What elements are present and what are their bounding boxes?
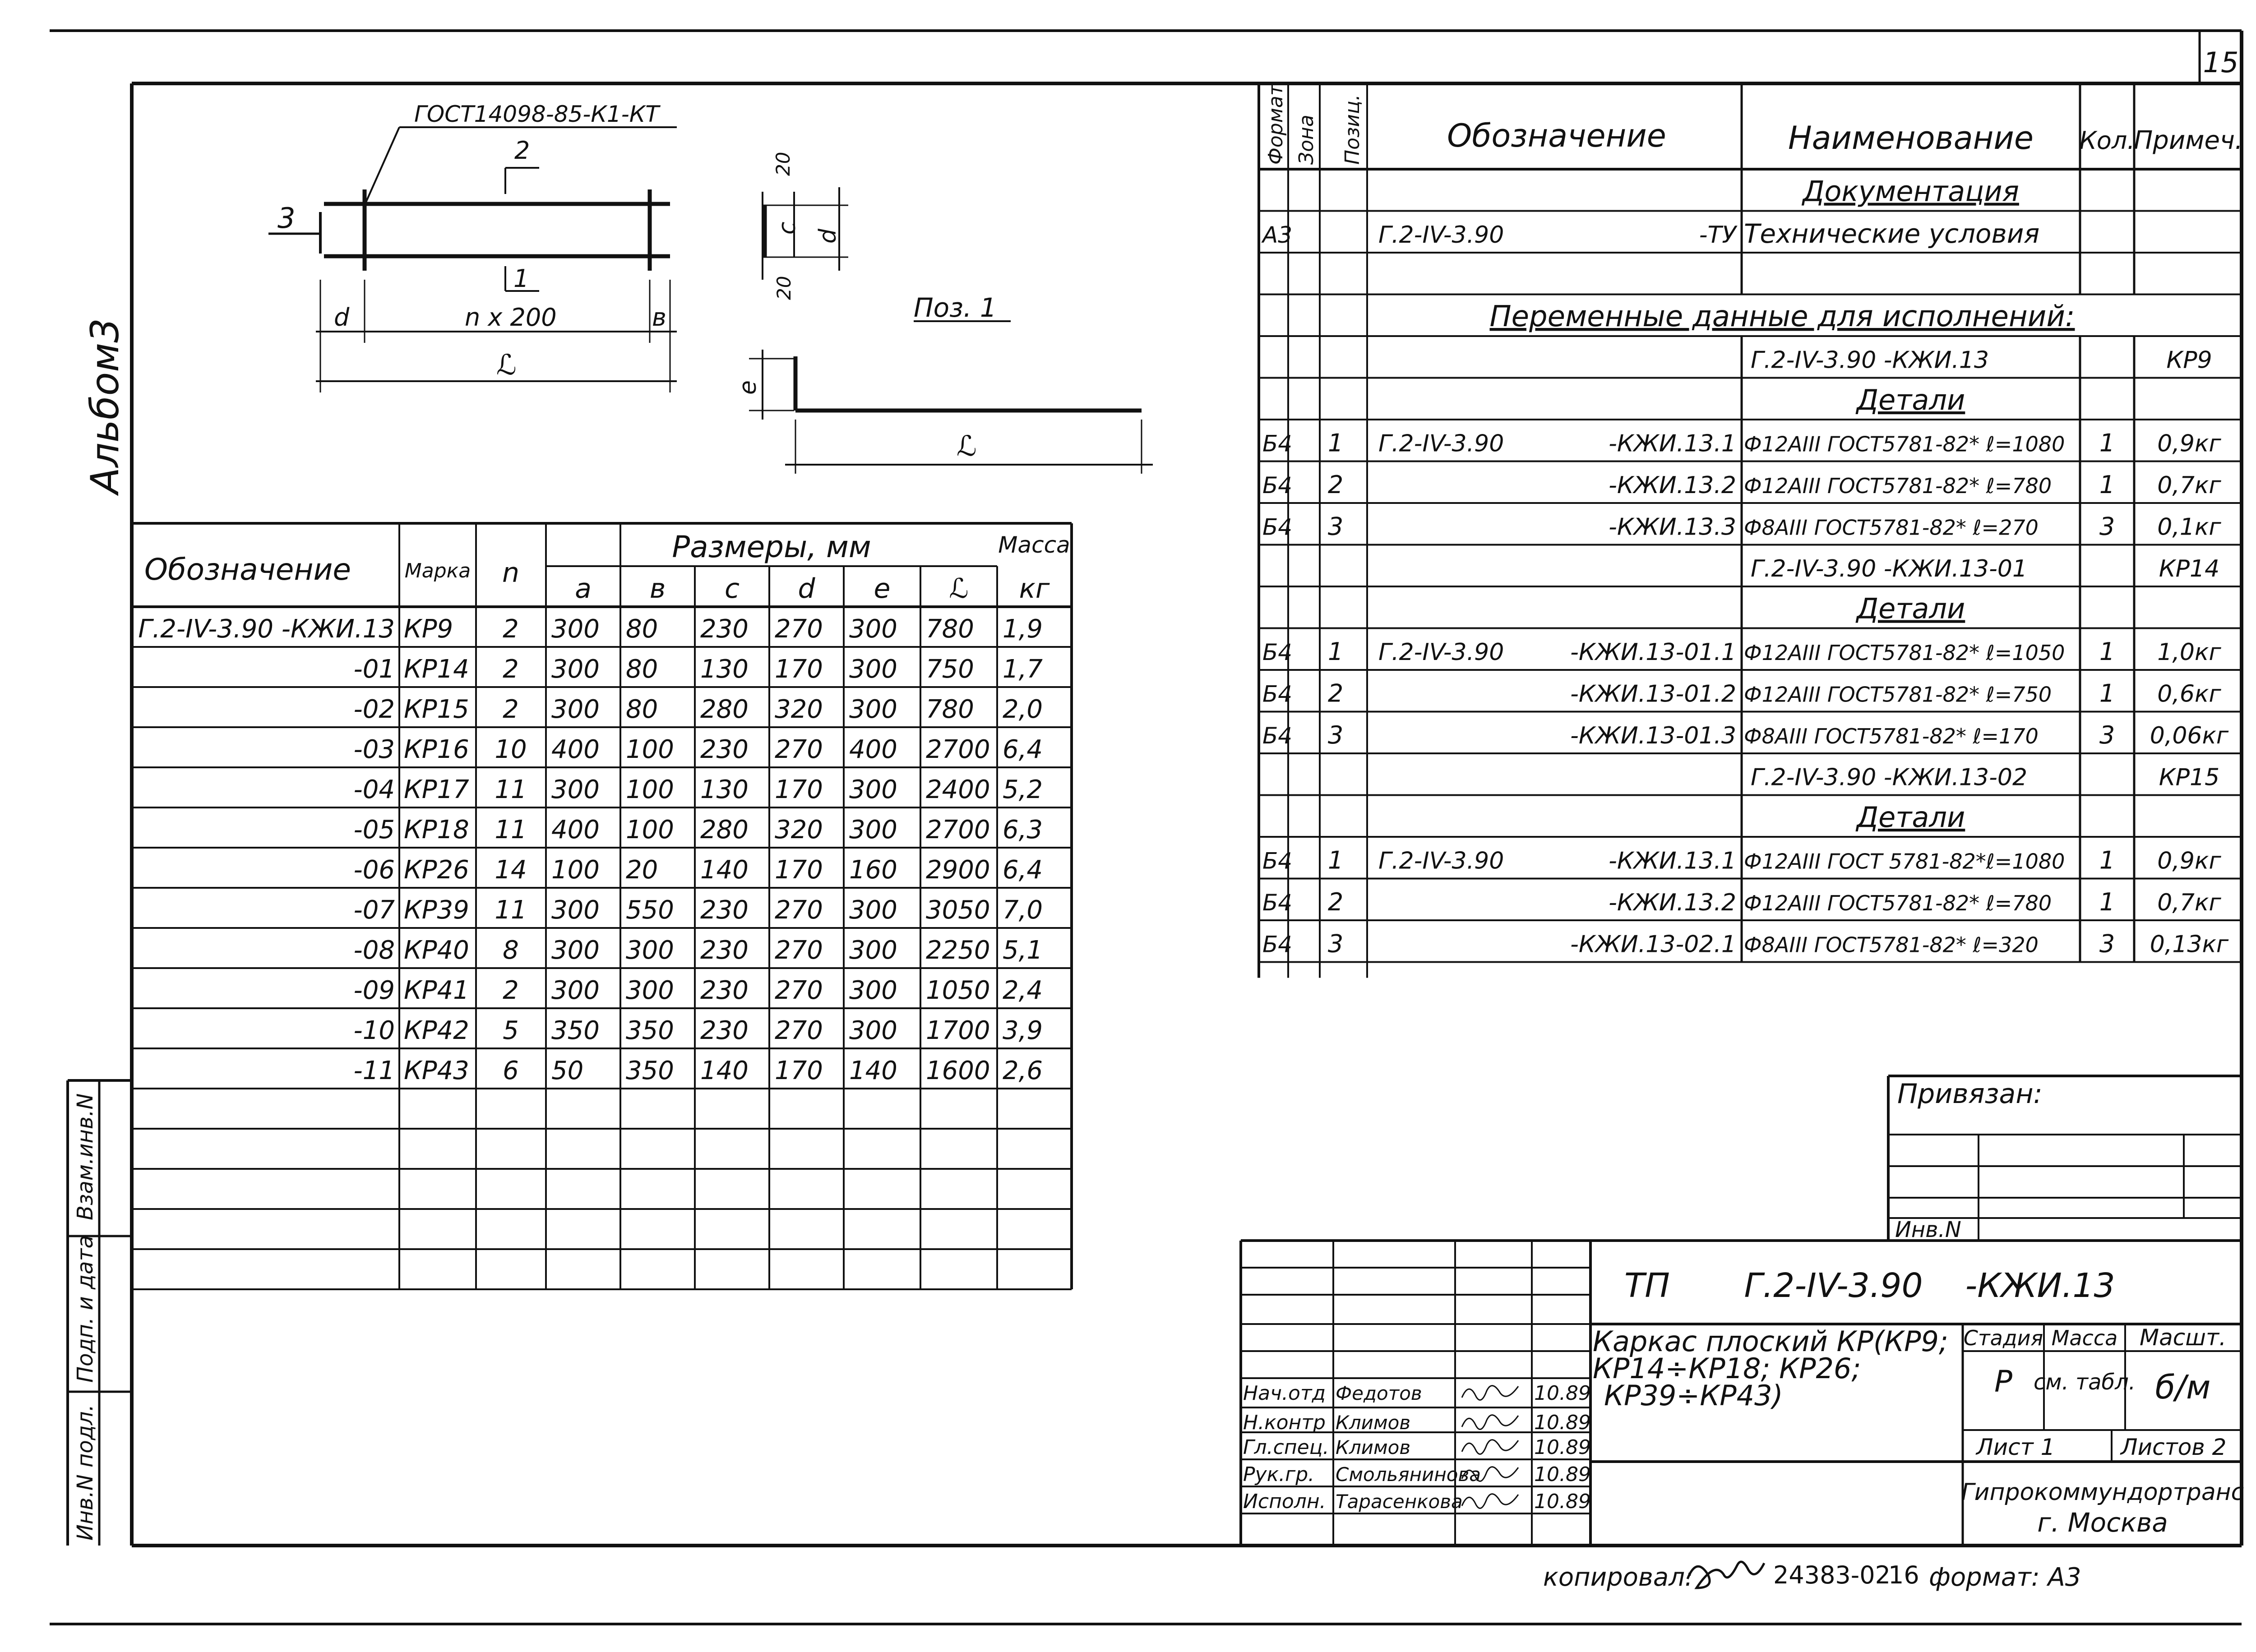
spec-note: 0,13кг bbox=[2150, 931, 2229, 958]
spec-oboz-suffix: -КЖИ.13-01.3 bbox=[1570, 722, 1736, 749]
signer-name: Смольянинова bbox=[1336, 1463, 1481, 1486]
row-d: 270 bbox=[775, 895, 823, 925]
row-c: 140 bbox=[700, 1056, 749, 1085]
row-n: 2 bbox=[503, 976, 519, 1005]
row-kg: 6,4 bbox=[1003, 855, 1043, 885]
format-label: формат: А3 bbox=[1929, 1563, 2081, 1592]
spec-poz: 1 bbox=[1327, 846, 1344, 875]
spec-variable-title: Переменные данные для исполнений: bbox=[1489, 300, 2075, 333]
privyazan-block bbox=[1888, 1076, 2242, 1242]
row-marka: КР17 bbox=[404, 775, 469, 804]
spec-note: КР14 bbox=[2159, 555, 2220, 582]
section-d: d bbox=[814, 228, 841, 244]
row-b: 100 bbox=[626, 815, 674, 844]
row-d: 270 bbox=[775, 735, 823, 764]
row-oboznachenie: -09 bbox=[353, 976, 395, 1005]
row-e: 300 bbox=[849, 775, 897, 804]
stamp-vzam: Взам.инв.N bbox=[73, 1093, 98, 1220]
spec-oboz-base: Г.2-IV-3.90 bbox=[1378, 847, 1504, 875]
side-stamp bbox=[68, 1080, 132, 1546]
row-e: 160 bbox=[849, 855, 897, 885]
row-a: 400 bbox=[551, 815, 600, 844]
spec-name: Ф12АIII ГОСТ5781-82* ℓ=780 bbox=[1744, 891, 2052, 915]
spec-note: 0,7кг bbox=[2157, 472, 2221, 499]
poz1-sketch bbox=[735, 292, 1153, 474]
row-d: 270 bbox=[775, 1016, 823, 1045]
spec-oboz-suffix: -КЖИ.13.3 bbox=[1609, 513, 1736, 541]
row-a: 100 bbox=[551, 855, 600, 885]
row-d: 320 bbox=[775, 815, 823, 844]
row-c: 280 bbox=[700, 815, 749, 844]
spec-header-zona: Зона bbox=[1295, 115, 1318, 165]
row-n: 11 bbox=[495, 815, 527, 844]
spec-oboz-suffix: -КЖИ.13-01.2 bbox=[1570, 680, 1736, 708]
header-sub-6: кг bbox=[1019, 573, 1050, 605]
row-b: 80 bbox=[626, 614, 658, 644]
dimensions-table bbox=[132, 523, 1072, 1289]
gost-label: ГОСТ14098-85-К1-КТ bbox=[414, 101, 659, 127]
row-kg: 7,0 bbox=[1003, 895, 1043, 925]
header-sub-4: e bbox=[874, 573, 891, 605]
doc-desc-line1: Каркас плоский КР(КР9; bbox=[1593, 1325, 1948, 1358]
row-c: 230 bbox=[700, 976, 749, 1005]
spec-oboz-suffix: -КЖИ.13.1 bbox=[1609, 430, 1736, 457]
row-a: 350 bbox=[551, 1016, 600, 1045]
signer-role: Исполн. bbox=[1243, 1490, 1326, 1513]
spec-poz: 2 bbox=[1327, 679, 1344, 708]
row-d: 170 bbox=[775, 655, 823, 684]
row-c: 140 bbox=[700, 855, 749, 885]
section-c: c bbox=[774, 221, 801, 235]
scale-value: б/м bbox=[2155, 1368, 2211, 1406]
sketch-label-1: 1 bbox=[513, 264, 529, 293]
row-marka: КР42 bbox=[404, 1016, 469, 1045]
row-L: 2400 bbox=[926, 775, 990, 804]
poz-e: e bbox=[735, 380, 762, 395]
row-d: 270 bbox=[775, 936, 823, 965]
spec-name: Ф12АIII ГОСТ 5781-82*ℓ=1080 bbox=[1744, 849, 2065, 874]
signature bbox=[1462, 1415, 1518, 1430]
header-sizes: Размеры, мм bbox=[672, 530, 871, 564]
spec-qty: 3 bbox=[2099, 512, 2115, 541]
row-marka: КР41 bbox=[404, 976, 469, 1005]
row-d: 320 bbox=[775, 695, 823, 724]
spec-name: Ф12АIII ГОСТ5781-82* ℓ=750 bbox=[1744, 682, 2052, 707]
poz-label: Поз. 1 bbox=[914, 292, 997, 323]
signer-name: Климов bbox=[1336, 1412, 1411, 1434]
spec-qty: 1 bbox=[2099, 429, 2115, 457]
row-a: 300 bbox=[551, 614, 600, 644]
stage-value: Р bbox=[1994, 1364, 2012, 1399]
row-e: 300 bbox=[849, 655, 897, 684]
spec-name: Ф8АIII ГОСТ5781-82* ℓ=270 bbox=[1744, 515, 2039, 540]
row-c: 230 bbox=[700, 895, 749, 925]
row-e: 300 bbox=[849, 614, 897, 644]
row-oboznachenie: -02 bbox=[353, 695, 395, 724]
org-line2: г. Москва bbox=[2037, 1507, 2168, 1538]
section-20a: 20 bbox=[772, 152, 794, 176]
spec-header-note: Примеч. bbox=[2134, 126, 2243, 155]
row-L: 1050 bbox=[926, 976, 990, 1005]
signature bbox=[1462, 1494, 1518, 1509]
row-n: 11 bbox=[495, 895, 527, 925]
spec-variant: Г.2-IV-3.90 -КЖИ.13 bbox=[1751, 346, 1989, 374]
spec-section-title: Детали bbox=[1856, 801, 1965, 834]
spec-name: Ф8АIII ГОСТ5781-82* ℓ=320 bbox=[1744, 932, 2039, 957]
title-block bbox=[1241, 1241, 2244, 1546]
row-c: 230 bbox=[700, 1016, 749, 1045]
row-e: 300 bbox=[849, 695, 897, 724]
row-n: 11 bbox=[495, 775, 527, 804]
dim-n200: n x 200 bbox=[465, 303, 557, 332]
row-kg: 5,1 bbox=[1003, 936, 1043, 965]
spec-format: Б4 bbox=[1262, 848, 1293, 874]
row-a: 300 bbox=[551, 655, 600, 684]
row-d: 170 bbox=[775, 855, 823, 885]
spec-format: Б4 bbox=[1262, 890, 1293, 916]
mass-value: см. табл. bbox=[2033, 1370, 2136, 1395]
spec-section-title: Документация bbox=[1803, 175, 2019, 208]
row-n: 10 bbox=[495, 735, 527, 764]
row-b: 20 bbox=[626, 855, 658, 885]
header-mass: Масса bbox=[998, 532, 1070, 558]
spec-name: Ф12АIII ГОСТ5781-82* ℓ=1080 bbox=[1744, 432, 2065, 457]
row-oboznachenie: -07 bbox=[353, 895, 395, 925]
spec-format: Б4 bbox=[1262, 931, 1293, 958]
frame-sketch bbox=[268, 101, 677, 392]
spec-poz: 1 bbox=[1327, 429, 1344, 457]
spec-header-name: Наименование bbox=[1788, 120, 2034, 157]
row-kg: 6,4 bbox=[1003, 735, 1043, 764]
signer-date: 10.89 bbox=[1534, 1436, 1591, 1459]
row-b: 80 bbox=[626, 695, 658, 724]
signature bbox=[1462, 1386, 1518, 1400]
row-d: 170 bbox=[775, 775, 823, 804]
row-L: 1700 bbox=[926, 1016, 990, 1045]
row-c: 230 bbox=[700, 936, 749, 965]
row-e: 300 bbox=[849, 895, 897, 925]
footer bbox=[1543, 1561, 2081, 1592]
specification-table bbox=[1259, 83, 2243, 978]
copier-signature bbox=[1687, 1562, 1764, 1588]
spec-note: КР9 bbox=[2166, 346, 2212, 374]
spec-oboz-base: Г.2-IV-3.90 bbox=[1378, 639, 1504, 666]
spec-poz: 2 bbox=[1327, 888, 1344, 916]
spec-poz: 3 bbox=[1327, 721, 1344, 749]
row-c: 130 bbox=[700, 775, 749, 804]
dim-L: ℒ bbox=[496, 348, 517, 381]
row-L: 1600 bbox=[926, 1056, 990, 1085]
signer-role: Нач.отд bbox=[1243, 1382, 1326, 1405]
spec-note: 1,0кг bbox=[2157, 639, 2221, 666]
sketch-label-3: 3 bbox=[277, 202, 296, 235]
spec-oboz-base: Г.2-IV-3.90 bbox=[1378, 221, 1504, 249]
row-a: 300 bbox=[551, 936, 600, 965]
spec-oboz-suffix: -ТУ bbox=[1699, 221, 1736, 249]
copied-label: копировал: bbox=[1543, 1563, 1693, 1592]
row-a: 400 bbox=[551, 735, 600, 764]
row-d: 270 bbox=[775, 614, 823, 644]
poz-L: ℒ bbox=[957, 429, 977, 462]
signer-role: Рук.гр. bbox=[1243, 1463, 1315, 1486]
row-e: 300 bbox=[849, 936, 897, 965]
row-b: 300 bbox=[626, 936, 674, 965]
row-c: 230 bbox=[700, 614, 749, 644]
header-sub-1: в bbox=[649, 573, 666, 605]
signer-role: Гл.спец. bbox=[1243, 1436, 1329, 1459]
row-b: 350 bbox=[626, 1056, 674, 1085]
spec-header-format: Формат bbox=[1264, 84, 1287, 165]
row-c: 230 bbox=[700, 735, 749, 764]
spec-oboz-suffix: -КЖИ.13.2 bbox=[1609, 889, 1736, 916]
spec-section-title: Детали bbox=[1856, 383, 1965, 416]
spec-oboz-suffix: -КЖИ.13-01.1 bbox=[1570, 639, 1736, 666]
row-L: 780 bbox=[926, 695, 974, 724]
spec-variant: Г.2-IV-3.90 -КЖИ.13-02 bbox=[1751, 764, 2028, 791]
spec-header-poz: Позиц. bbox=[1341, 94, 1364, 165]
row-marka: КР26 bbox=[404, 855, 469, 885]
signer-name: Федотов bbox=[1336, 1382, 1422, 1404]
doc-code: ТП Г.2-IV-3.90 -КЖИ.13 bbox=[1624, 1266, 2115, 1305]
spec-format: Б4 bbox=[1262, 430, 1293, 457]
spec-name: Ф12АIII ГОСТ5781-82* ℓ=1050 bbox=[1744, 641, 2065, 665]
row-oboznachenie: -01 bbox=[353, 655, 395, 684]
spec-note: КР15 bbox=[2159, 764, 2220, 791]
section-sketch bbox=[763, 152, 848, 300]
spec-format: Б4 bbox=[1262, 723, 1293, 749]
row-oboznachenie: -04 bbox=[353, 775, 395, 804]
row-marka: КР18 bbox=[404, 815, 469, 844]
row-n: 14 bbox=[495, 855, 527, 885]
row-e: 400 bbox=[849, 735, 897, 764]
dim-d: d bbox=[334, 303, 350, 332]
section-20b: 20 bbox=[773, 276, 795, 300]
dim-b: в bbox=[652, 303, 666, 332]
row-c: 280 bbox=[700, 695, 749, 724]
row-L: 750 bbox=[926, 655, 974, 684]
spec-variant: Г.2-IV-3.90 -КЖИ.13-01 bbox=[1751, 555, 2028, 582]
stage-header: Стадия bbox=[1963, 1326, 2043, 1350]
row-marka: КР9 bbox=[404, 614, 453, 644]
row-e: 300 bbox=[849, 815, 897, 844]
privyazan-inv: Инв.N bbox=[1895, 1217, 1961, 1242]
spec-section-title: Детали bbox=[1856, 592, 1965, 625]
spec-poz: 1 bbox=[1327, 637, 1344, 666]
row-kg: 2,6 bbox=[1003, 1056, 1043, 1085]
row-b: 300 bbox=[626, 976, 674, 1005]
spec-note: 0,9кг bbox=[2157, 847, 2221, 875]
spec-header-qty: Кол. bbox=[2079, 126, 2135, 155]
spec-oboz-base: Г.2-IV-3.90 bbox=[1378, 430, 1504, 457]
row-marka: КР16 bbox=[404, 735, 469, 764]
spec-oboz-suffix: -КЖИ.13.1 bbox=[1609, 847, 1736, 875]
row-kg: 1,7 bbox=[1003, 655, 1043, 684]
row-b: 100 bbox=[626, 775, 674, 804]
scale-header: Масшт. bbox=[2139, 1324, 2227, 1351]
row-n: 2 bbox=[503, 695, 519, 724]
header-oboznachenie: Обозначение bbox=[144, 552, 351, 587]
header-sub-2: c bbox=[725, 573, 740, 605]
spec-qty: 3 bbox=[2099, 721, 2115, 749]
doc-desc-line2: КР14÷КР18; КР26; bbox=[1593, 1352, 1861, 1385]
spec-oboz-suffix: -КЖИ.13-02.1 bbox=[1570, 931, 1736, 958]
signer-date: 10.89 bbox=[1534, 1411, 1591, 1434]
row-a: 300 bbox=[551, 775, 600, 804]
row-n: 5 bbox=[503, 1016, 519, 1045]
album-label: Альбом3 bbox=[83, 318, 128, 494]
row-d: 170 bbox=[775, 1056, 823, 1085]
row-n: 8 bbox=[503, 936, 519, 965]
row-b: 550 bbox=[626, 895, 674, 925]
spec-format: А3 bbox=[1262, 222, 1293, 248]
page-number: 15 bbox=[2203, 46, 2239, 79]
header-sub-5: ℒ bbox=[949, 573, 969, 605]
spec-oboz-suffix: -КЖИ.13.2 bbox=[1609, 472, 1736, 499]
row-marka: КР40 bbox=[404, 936, 469, 965]
row-oboznachenie: Г.2-IV-3.90 -КЖИ.13 bbox=[138, 614, 395, 644]
row-kg: 5,2 bbox=[1003, 775, 1043, 804]
spec-note: 0,1кг bbox=[2157, 513, 2221, 541]
row-n: 2 bbox=[503, 614, 519, 644]
header-sub-0: a bbox=[575, 573, 592, 605]
sheets-label: Листов 2 bbox=[2121, 1434, 2227, 1460]
sketch-label-2: 2 bbox=[514, 136, 530, 165]
spec-qty: 1 bbox=[2099, 846, 2115, 875]
spec-note: 0,06кг bbox=[2150, 722, 2229, 749]
header-n: n bbox=[502, 557, 520, 589]
archive-number-2: 16 bbox=[1888, 1561, 1919, 1589]
row-oboznachenie: -03 bbox=[353, 735, 395, 764]
row-L: 3050 bbox=[926, 895, 990, 925]
row-n: 2 bbox=[503, 655, 519, 684]
row-L: 2700 bbox=[926, 815, 990, 844]
spec-qty: 1 bbox=[2099, 637, 2115, 666]
spec-qty: 1 bbox=[2099, 679, 2115, 708]
row-kg: 2,4 bbox=[1003, 976, 1043, 1005]
row-L: 2700 bbox=[926, 735, 990, 764]
spec-poz: 3 bbox=[1327, 929, 1344, 958]
spec-qty: 1 bbox=[2099, 471, 2115, 499]
row-b: 350 bbox=[626, 1016, 674, 1045]
row-oboznachenie: -05 bbox=[353, 815, 395, 844]
stamp-podp: Подп. и дата bbox=[73, 1235, 98, 1383]
signer-date: 10.89 bbox=[1534, 1490, 1591, 1513]
row-oboznachenie: -11 bbox=[353, 1056, 395, 1085]
row-kg: 1,9 bbox=[1003, 614, 1043, 644]
row-a: 50 bbox=[551, 1056, 584, 1085]
row-a: 300 bbox=[551, 976, 600, 1005]
row-d: 270 bbox=[775, 976, 823, 1005]
spec-note: 0,6кг bbox=[2157, 680, 2221, 708]
row-marka: КР43 bbox=[404, 1056, 469, 1085]
spec-format: Б4 bbox=[1262, 514, 1293, 540]
row-L: 2250 bbox=[926, 936, 990, 965]
sheet-label: Лист 1 bbox=[1976, 1434, 2055, 1460]
signer-name: Климов bbox=[1336, 1436, 1411, 1458]
row-b: 80 bbox=[626, 655, 658, 684]
spec-poz: 2 bbox=[1327, 471, 1344, 499]
signer-date: 10.89 bbox=[1534, 1382, 1591, 1405]
row-e: 300 bbox=[849, 976, 897, 1005]
privyazan-title: Привязан: bbox=[1897, 1078, 2043, 1110]
mass-header: Масса bbox=[2051, 1326, 2118, 1350]
row-marka: КР14 bbox=[404, 655, 469, 684]
row-kg: 6,3 bbox=[1003, 815, 1043, 844]
row-marka: КР15 bbox=[404, 695, 469, 724]
row-e: 300 bbox=[849, 1016, 897, 1045]
row-a: 300 bbox=[551, 895, 600, 925]
spec-name: Ф12АIII ГОСТ5781-82* ℓ=780 bbox=[1744, 474, 2052, 498]
spec-format: Б4 bbox=[1262, 681, 1293, 707]
spec-qty: 3 bbox=[2099, 929, 2115, 958]
signer-date: 10.89 bbox=[1534, 1463, 1591, 1486]
signer-role: Н.контр bbox=[1243, 1411, 1326, 1434]
spec-qty: 1 bbox=[2099, 888, 2115, 916]
row-marka: КР39 bbox=[404, 895, 469, 925]
row-n: 6 bbox=[503, 1056, 519, 1085]
row-a: 300 bbox=[551, 695, 600, 724]
row-e: 140 bbox=[849, 1056, 897, 1085]
row-L: 2900 bbox=[926, 855, 990, 885]
spec-format: Б4 bbox=[1262, 472, 1293, 498]
row-oboznachenie: -06 bbox=[353, 855, 395, 885]
doc-desc-line3: КР39÷КР43) bbox=[1604, 1379, 1783, 1412]
stamp-inv: Инв.N подл. bbox=[73, 1404, 98, 1541]
spec-note: 0,9кг bbox=[2157, 430, 2221, 457]
spec-poz: 3 bbox=[1327, 512, 1344, 541]
spec-name: Ф8АIII ГОСТ5781-82* ℓ=170 bbox=[1744, 724, 2039, 748]
row-c: 130 bbox=[700, 655, 749, 684]
spec-name: Технические условия bbox=[1744, 218, 2040, 249]
archive-number: 24383-02 bbox=[1773, 1561, 1891, 1589]
spec-format: Б4 bbox=[1262, 639, 1293, 665]
header-marka: Марка bbox=[404, 559, 471, 582]
header-sub-3: d bbox=[798, 573, 815, 605]
signer-name: Тарасенкова bbox=[1336, 1490, 1463, 1513]
row-oboznachenie: -08 bbox=[353, 936, 395, 965]
row-kg: 2,0 bbox=[1003, 695, 1043, 724]
spec-note: 0,7кг bbox=[2157, 889, 2221, 916]
row-b: 100 bbox=[626, 735, 674, 764]
row-oboznachenie: -10 bbox=[353, 1016, 395, 1045]
spec-header-oboznachenie: Обозначение bbox=[1447, 117, 1666, 154]
row-L: 780 bbox=[926, 614, 974, 644]
row-kg: 3,9 bbox=[1003, 1016, 1043, 1045]
signature bbox=[1462, 1440, 1518, 1454]
org-line1: Гипрокоммундортранс bbox=[1961, 1479, 2244, 1506]
